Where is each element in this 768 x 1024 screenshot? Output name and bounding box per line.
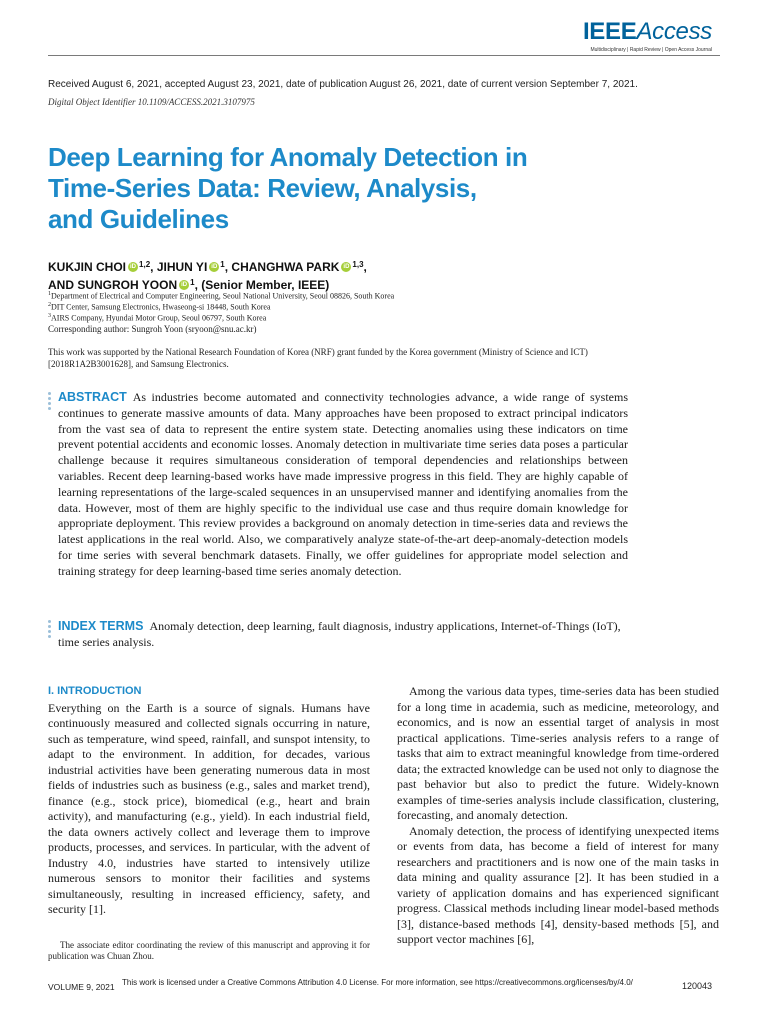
- index-terms-text: Anomaly detection, deep learning, fault diagnosis, industry applications, Internet-of-Things (IoT), time series analysis.: [58, 619, 621, 649]
- title-line: Time-Series Data: Review, Analysis,: [48, 173, 477, 203]
- editor-footnote: The associate editor coordinating the review of this manuscript and approving it for publication was Chuan Zhou.: [48, 940, 370, 961]
- author-affil-sup: 1: [190, 278, 195, 287]
- funding-note: This work was supported by the National Research Foundation of Korea (NRF) grant funded by the Korea government (Ministry of Science and ICT) [2018R1A2B3001628], and Samsung Electronics.: [48, 347, 588, 369]
- author-name: JIHUN YI: [156, 260, 208, 274]
- author-separator: ,: [363, 260, 367, 274]
- author-affil-sup: 1,2: [139, 260, 151, 269]
- body-paragraph: Everything on the Earth is a source of signals. Humans have continuously measured and collected signals occurring in nature, such as temperature, wind speed, rainfall, and sunspot intensity, to adapt to the environment. In addition, for decades, various industrial activities have been generating numerous data in most fields of industries such as business (e.g., sales and market trend), finance (e.g., stock price), biomedical (e.g., heart and brain activity), and manufacturing (e.g., yield). In each industrial field, the data owners actively collect and leverage them to improve products, processes, and services. In particular, with the advent of Industry 4.0, industries have started to intensively utilize numerous sensors to monitor their facilities and systems simultaneously, resulting in increased efficiency, safety, and security [1].: [48, 700, 370, 916]
- abstract-text: As industries become automated and connectivity technologies advance, a wide range of systems continues to generate massive amounts of data. Many approaches have been proposed to extract principal indicators from the vast sea of data to represent the entire system state. Detecting anomalies using these indicators on time prevent potential accidents and economic losses. Anomaly detection in multivariate time series data poses a particular challenge because it requires simultaneous consideration of temporal dependencies and relationships between variables. Recent deep learning-based works have made impressive progress in this field. They are highly capable of learning representations of the large-scaled sequences in an unsupervised manner and identifying anomalies from the data. However, most of them are highly specific to the individual use case and thus require domain knowledge for appropriate deployment. This review provides a background on anomaly detection in time-series data and reviews the latest applications in the real world. Also, we comparatively analyze state-of-the-art deep-anomaly-detection models for time series with several benchmark datasets. Finally, we offer guidelines for appropriate model selection and training strategy for deep learning-based time series anomaly detection.: [58, 390, 628, 578]
- orcid-icon[interactable]: iD: [211, 264, 218, 270]
- body-paragraph: Anomaly detection, the process of identifying unexpected items or events from data, has become a field of interest for many researchers and practitioners and is now one of the main tasks in data mining and quality assurance [2]. It has been studied in a variety of application domains and has experienced significant progress. Classical methods including linear model-based methods [3], distance-based methods [4], density-based methods [5], and support vector machines [6],: [397, 823, 719, 946]
- journal-tagline: Multidisciplinary | Rapid Review | Open Access Journal: [590, 47, 712, 53]
- affiliation-number: 1: [48, 291, 51, 297]
- footer-page-number: 120043: [681, 981, 712, 991]
- author-name: KUKJIN CHOI: [48, 260, 127, 274]
- corresponding-author: Corresponding author: Sungroh Yoon (sryoon@snu.ac.kr): [48, 324, 257, 334]
- affiliation-text: DIT Center, Samsung Electronics, Hwaseong-si 18448, South Korea: [51, 302, 271, 312]
- section-heading: I. INTRODUCTION: [48, 685, 142, 697]
- author-name: CHANGHWA PARK: [231, 260, 340, 274]
- journal-logo-text: [583, 18, 712, 46]
- author-name: AND SUNGROH YOON: [48, 278, 178, 292]
- journal-logo: [583, 18, 712, 53]
- affiliation-number: 2: [48, 302, 51, 309]
- title-line: and Guidelines: [48, 204, 229, 234]
- affiliations: [48, 290, 394, 323]
- orcid-icon[interactable]: iD: [181, 282, 188, 288]
- abstract-label: ABSTRACT: [58, 390, 127, 404]
- title-line: Deep Learning for Anomaly Detection in: [48, 142, 528, 172]
- affiliation-text: AIRS Company, Hyundai Motor Group, Seoul 06797, South Korea: [51, 313, 267, 323]
- author-line: [48, 257, 648, 275]
- body-paragraph: Among the various data types, time-series data has been studied for a long time in academia, such as medicine, meteorology, and economics, and is now an essential target of analysis in most practical applications. Time-series analysis refers to a range of tasks that aim to extract meaningful knowledge from time-ordered data; the extracted knowledge can be used not only to diagnose the past behavior but also to predict the future. Widely-known examples of time-series analysis include classification, clustering, forecasting, and anomaly detection.: [397, 684, 719, 822]
- column-left: [48, 684, 370, 918]
- orcid-icon[interactable]: iD: [130, 264, 137, 270]
- author-affil-sup: 1,3: [352, 260, 364, 269]
- header-rule: [48, 55, 720, 56]
- footer-volume: VOLUME 9, 2021: [48, 982, 115, 992]
- affiliation-item: [48, 290, 394, 301]
- logo-access: Access: [636, 18, 712, 45]
- author-separator: ,: [150, 260, 157, 274]
- index-terms: [58, 618, 628, 650]
- abstract: [58, 390, 628, 580]
- index-terms-marker-icon: [48, 620, 51, 640]
- doi[interactable]: Digital Object Identifier 10.1109/ACCESS.2021.3107975: [48, 97, 255, 107]
- orcid-icon[interactable]: iD: [343, 264, 350, 270]
- affiliation-item: [48, 312, 394, 323]
- author-affil-sup: 1: [220, 260, 225, 269]
- author-separator: , (Senior Member, IEEE): [194, 278, 330, 292]
- author-separator: ,: [224, 260, 232, 274]
- affiliation-item: [48, 301, 394, 312]
- paper-title: [48, 142, 608, 235]
- logo-ieee: IEEE: [582, 18, 637, 45]
- abstract-marker-icon: [48, 392, 51, 412]
- column-right: [397, 684, 719, 948]
- received-dates: Received August 6, 2021, accepted August 23, 2021, date of publication August 26, 2021, date of current version September 7, 2021.: [48, 79, 638, 90]
- affiliation-text: Department of Electrical and Computer Engineering, Seoul National University, Seoul 08826, South Korea: [51, 291, 395, 301]
- index-terms-label: INDEX TERMS: [58, 619, 144, 633]
- footer-license[interactable]: This work is licensed under a Creative Commons Attribution 4.0 License. For more information, see https://creativecommons.org/licenses/by/4.0/: [122, 978, 633, 987]
- affiliation-number: 3: [48, 313, 51, 320]
- author-list: [48, 257, 648, 293]
